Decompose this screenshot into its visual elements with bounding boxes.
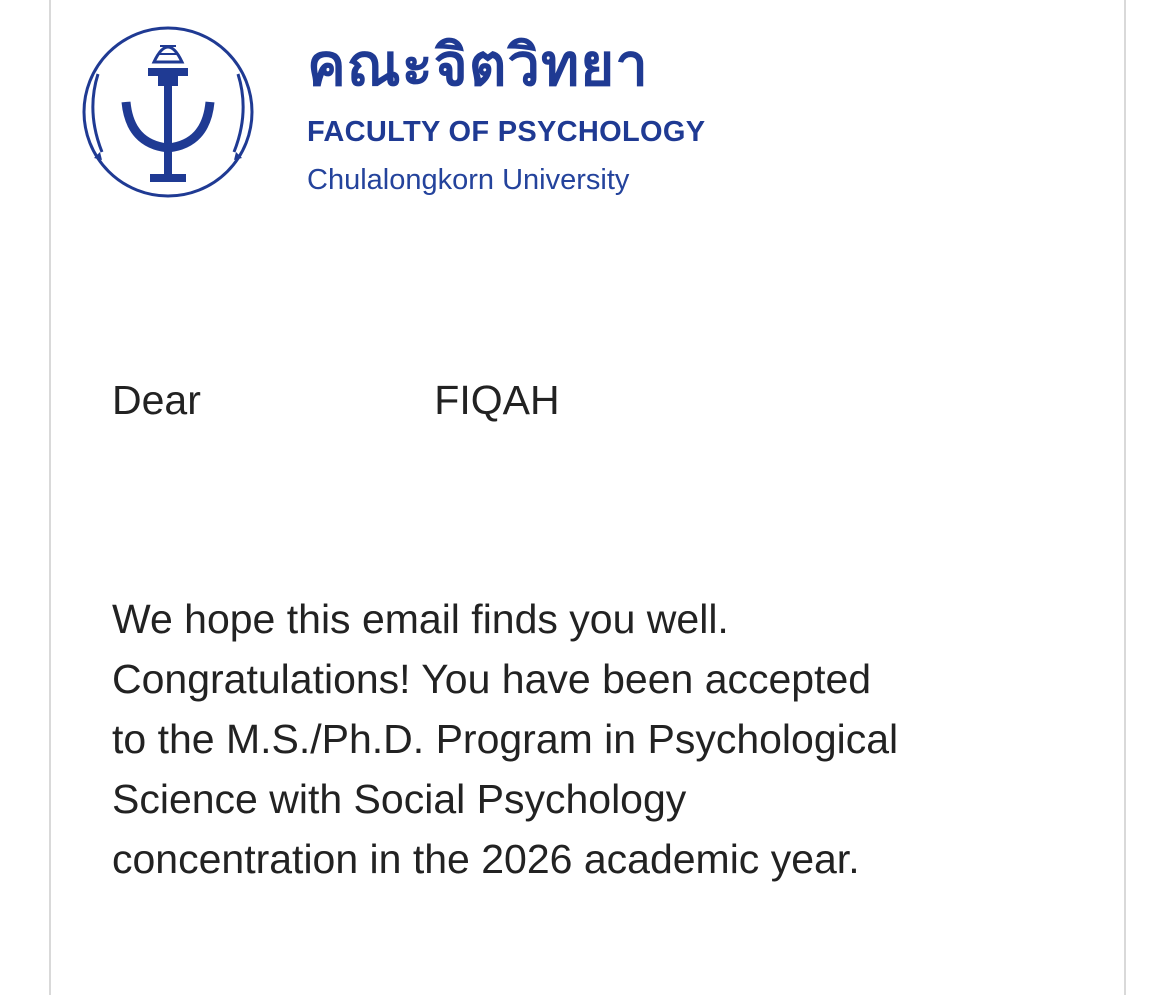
brand-english-title: FACULTY OF PSYCHOLOGY — [307, 116, 706, 148]
greeting-prefix: Dear — [112, 377, 201, 423]
brand-thai-title: คณะจิตวิทยา — [307, 31, 649, 99]
email-greeting — [112, 374, 610, 426]
message-line: to the M.S./Ph.D. Program in Psychological — [112, 716, 899, 762]
message-line: Science with Social Psychology — [112, 776, 687, 822]
email-message — [112, 589, 1072, 889]
faculty-brand — [307, 30, 705, 198]
redacted-name-part — [212, 413, 434, 414]
message-line: concentration in the 2026 academic year. — [112, 836, 860, 882]
message-line: Congratulations! You have been accepted — [112, 656, 872, 702]
psi-emblem-icon — [80, 24, 260, 204]
redacted-name-tail — [560, 413, 610, 414]
greeting-name-visible: FIQAH — [434, 377, 560, 423]
brand-university-name: Chulalongkorn University — [307, 164, 630, 196]
message-line: We hope this email finds you well. — [112, 596, 729, 642]
